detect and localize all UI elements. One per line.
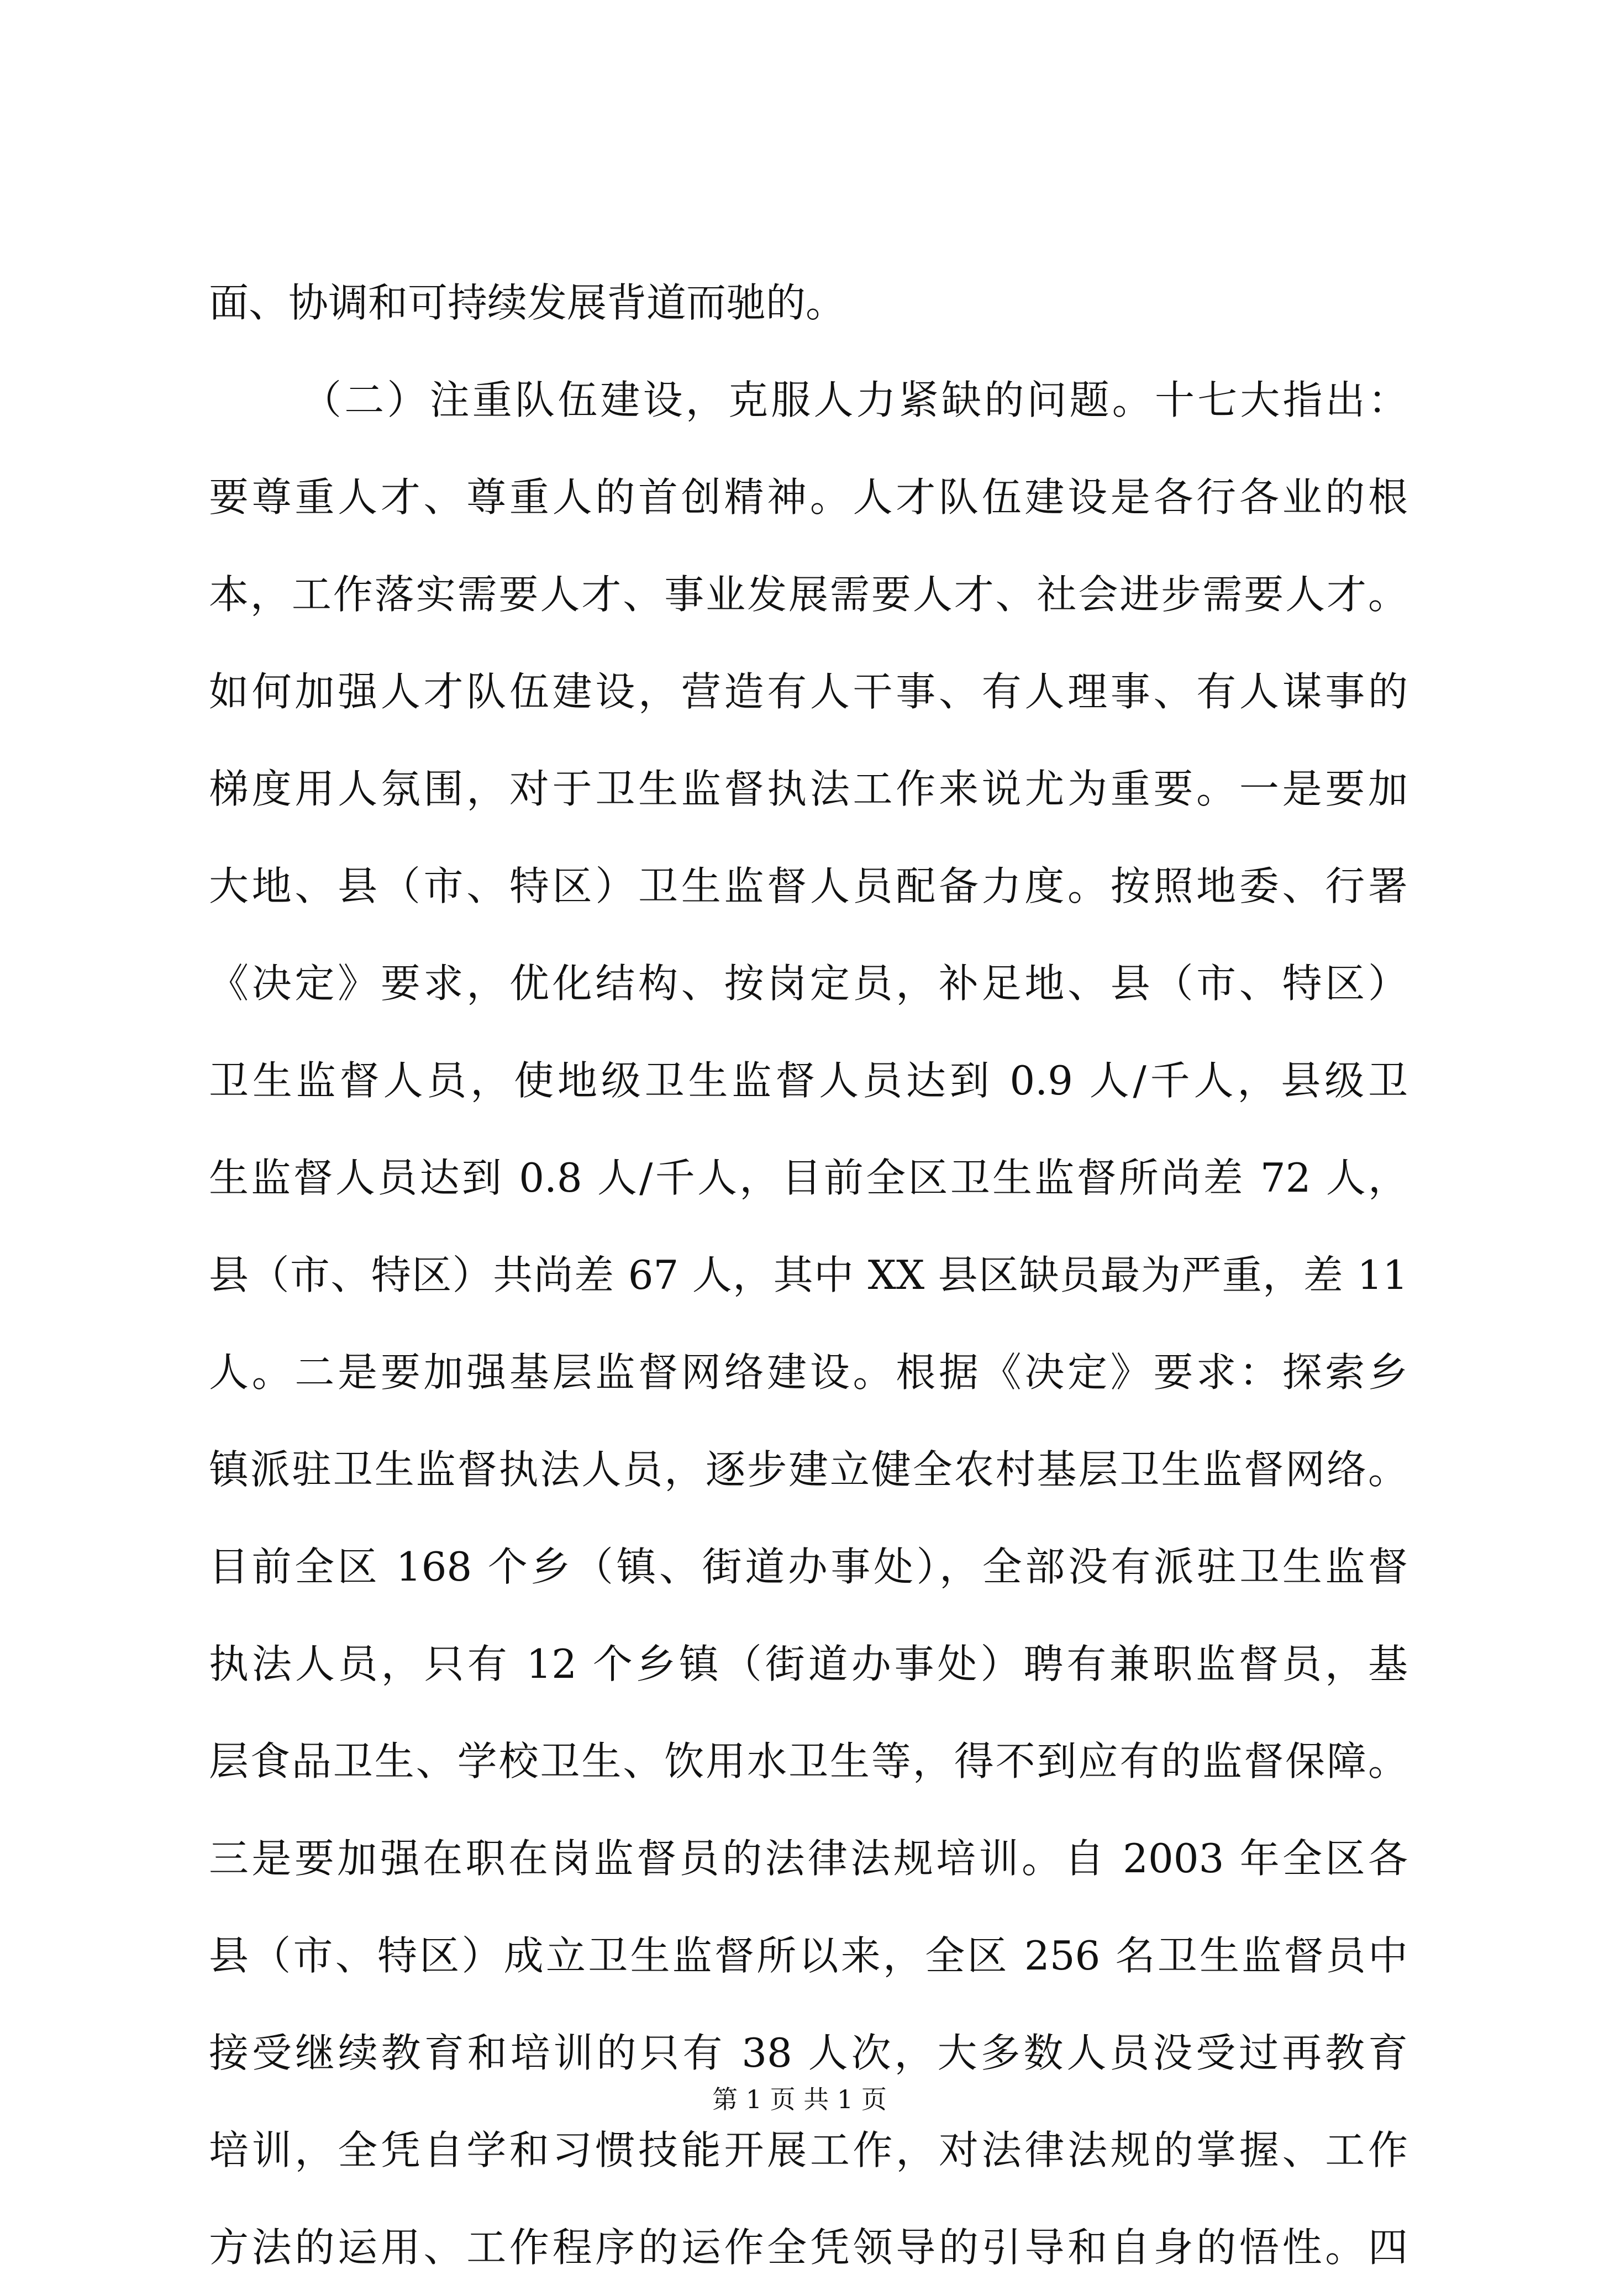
- text-line: 目前全区 168 个乡（镇、街道办事处），全部没有派驻卫生监督: [209, 1544, 1408, 1590]
- body-text: [209, 254, 1408, 2296]
- text-line: 人。二是要加强基层监督网络建设。根据《决定》要求：探索乡: [209, 1349, 1408, 1395]
- text-line: 培训，全凭自学和习惯技能开展工作，对法律法规的掌握、工作: [209, 2127, 1408, 2173]
- text-line: 面、协调和可持续发展背道而驰的。: [209, 280, 846, 326]
- text-line: 生监督人员达到 0.8 人/千人，目前全区卫生监督所尚差 72 人，: [209, 1155, 1408, 1201]
- text-line: 本，工作落实需要人才、事业发展需要人才、社会进步需要人才。: [209, 571, 1408, 618]
- text-line: 层食品卫生、学校卫生、饮用水卫生等，得不到应有的监督保障。: [209, 1738, 1408, 1784]
- text-line: 三是要加强在职在岗监督员的法律法规培训。自 2003 年全区各: [209, 1835, 1408, 1882]
- text-line: 执法人员，只有 12 个乡镇（街道办事处）聘有兼职监督员，基: [209, 1641, 1408, 1687]
- text-line: 接受继续教育和培训的只有 38 人次，大多数人员没受过再教育: [209, 2030, 1408, 2076]
- text-line: 大地、县（市、特区）卫生监督人员配备力度。按照地委、行署: [209, 863, 1408, 909]
- text-line: 方法的运用、工作程序的运作全凭领导的引导和自身的悟性。四: [209, 2224, 1408, 2271]
- text-line: （二）注重队伍建设，克服人力紧缺的问题。十七大指出：: [302, 377, 1408, 423]
- text-line: 卫生监督人员，使地级卫生监督人员达到 0.9 人/千人，县级卫: [209, 1057, 1408, 1104]
- text-line: 梯度用人氛围，对于卫生监督执法工作来说尤为重要。一是要加: [209, 766, 1408, 812]
- page-number-label: 第 1 页 共 1 页: [712, 2084, 887, 2114]
- page-footer: [0, 2083, 1599, 2116]
- text-line: 如何加强人才队伍建设，营造有人干事、有人理事、有人谋事的: [209, 668, 1408, 715]
- text-line: 《决定》要求，优化结构、按岗定员，补足地、县（市、特区）: [209, 960, 1408, 1007]
- text-line: 镇派驻卫生监督执法人员，逐步建立健全农村基层卫生监督网络。: [209, 1446, 1408, 1493]
- text-line: 县（市、特区）成立卫生监督所以来，全区 256 名卫生监督员中: [209, 1932, 1408, 1979]
- text-line: 县（市、特区）共尚差 67 人，其中 XX 县区缺员最为严重，差 11: [209, 1252, 1408, 1298]
- text-line: 要尊重人才、尊重人的首创精神。人才队伍建设是各行各业的根: [209, 474, 1408, 520]
